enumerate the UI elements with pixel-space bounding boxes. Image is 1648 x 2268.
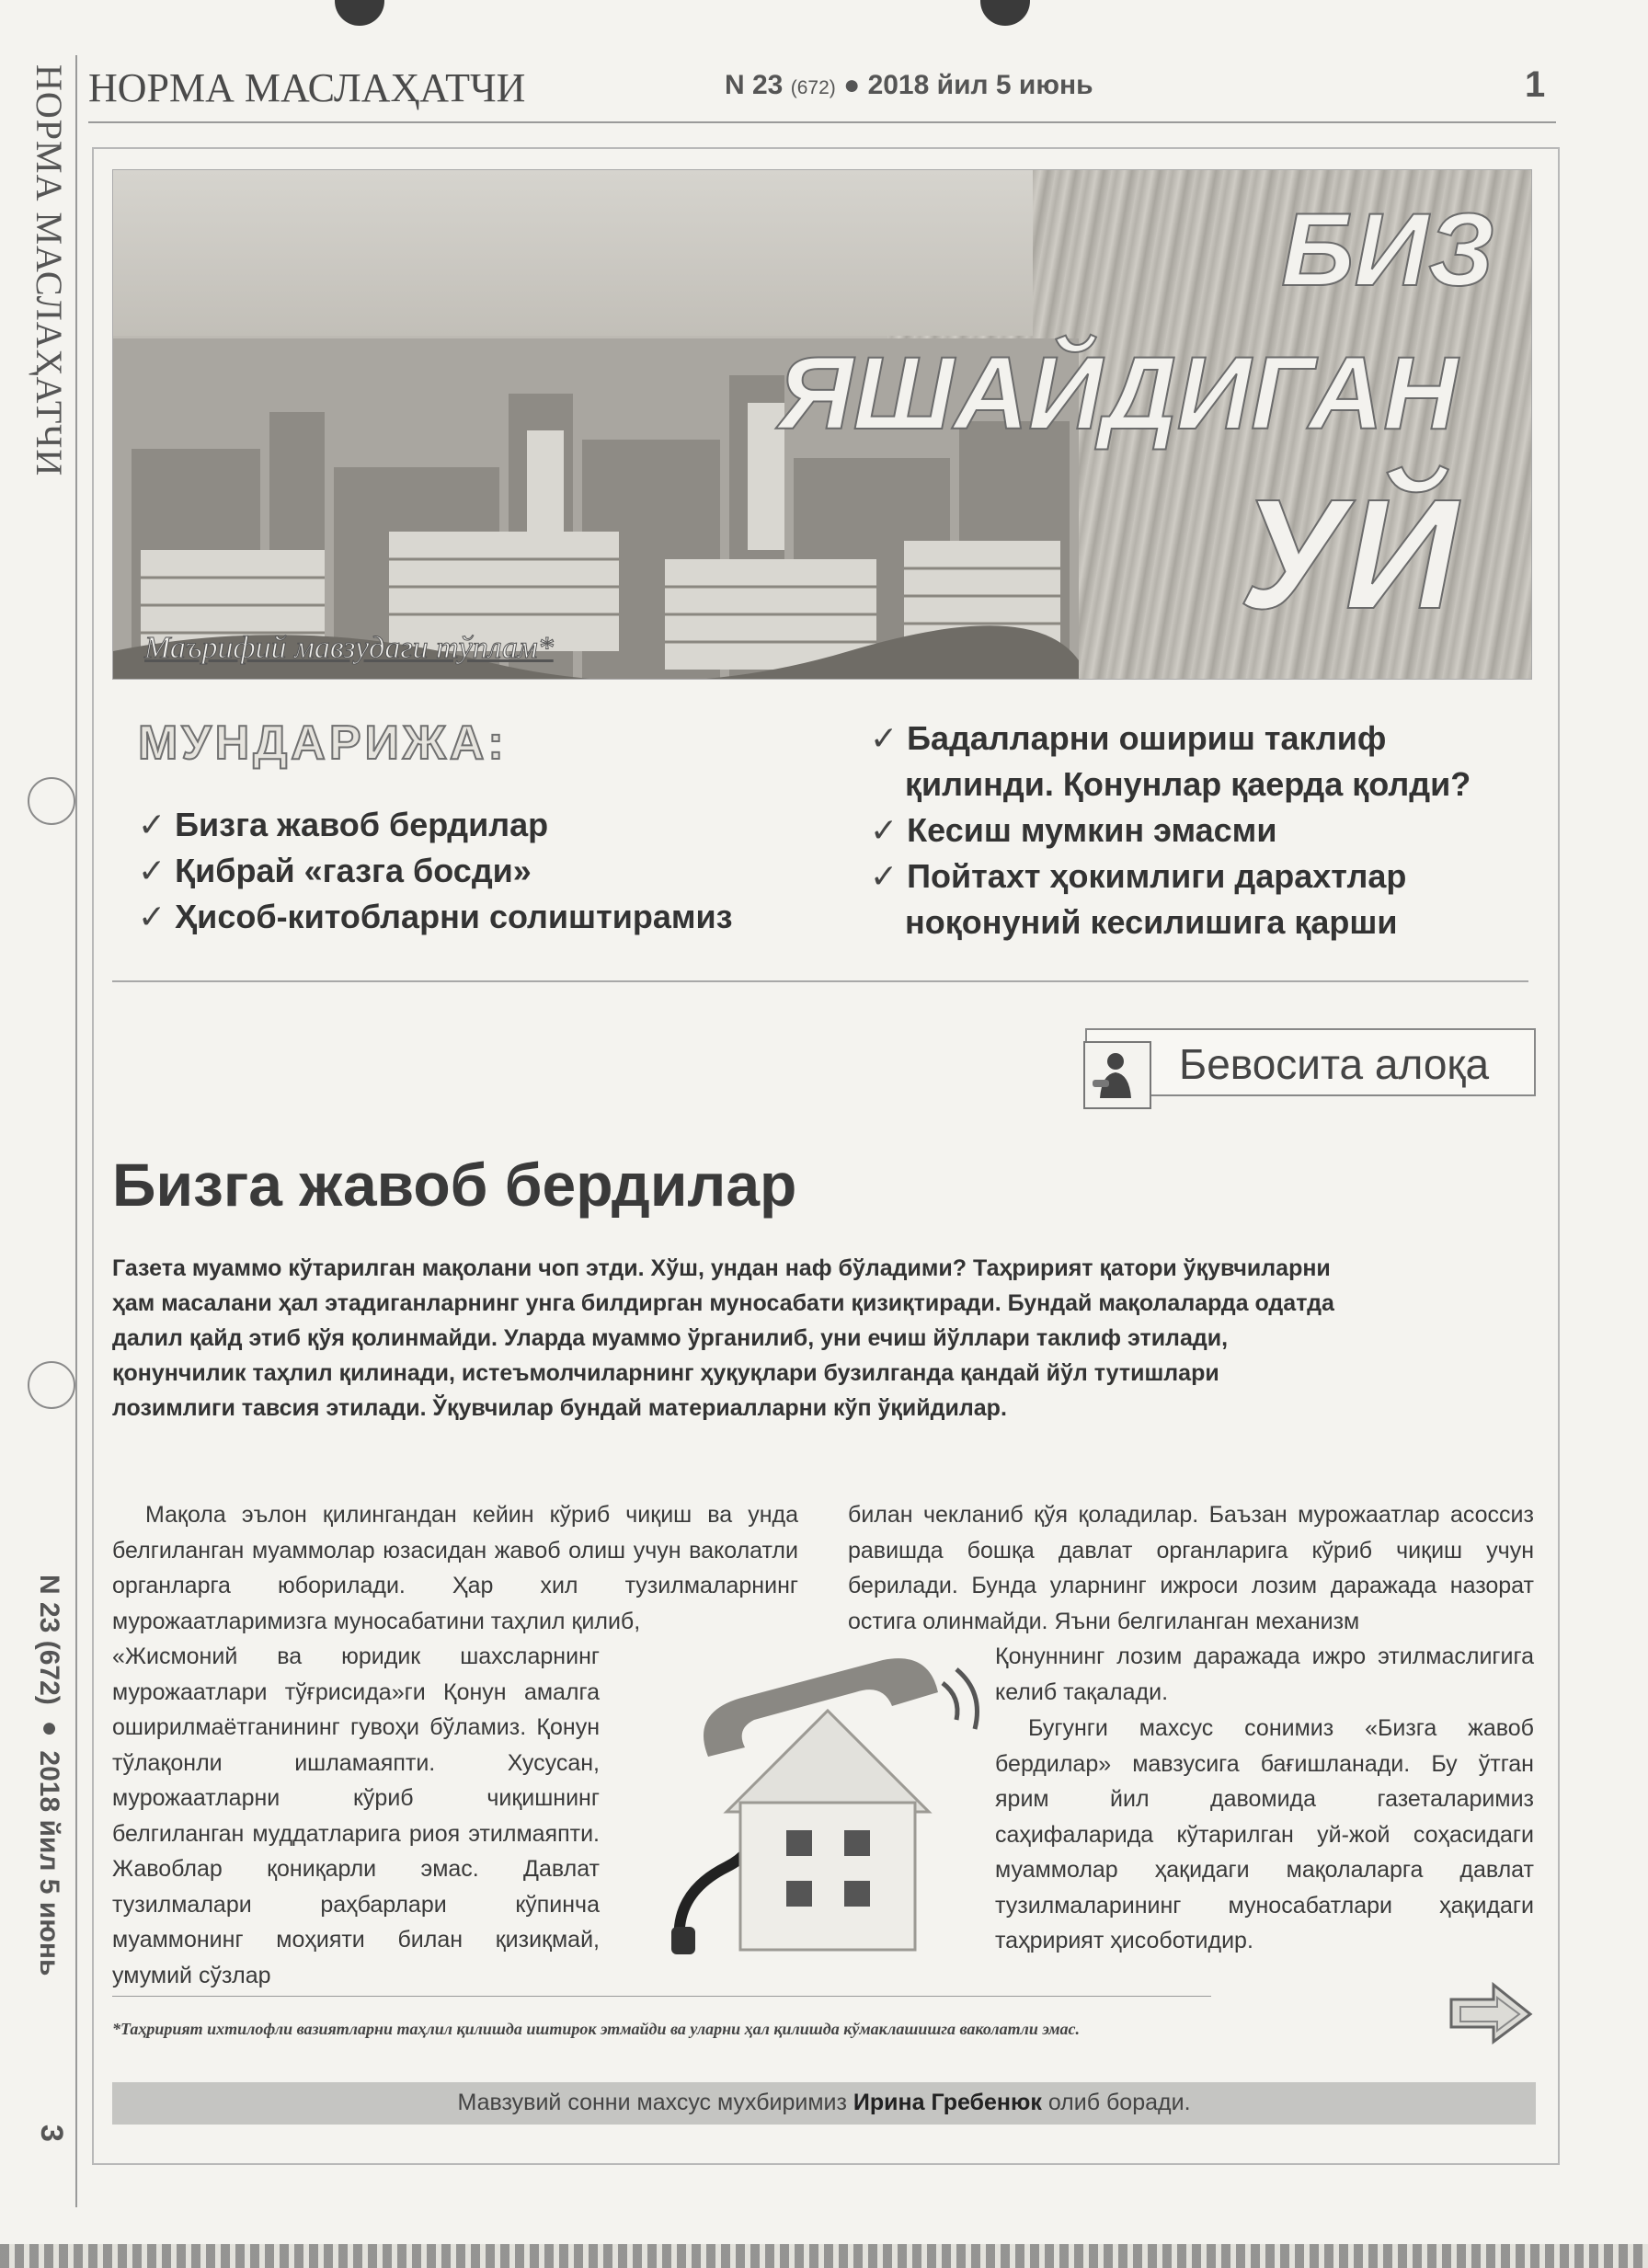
author-name: Ирина Гребенюк xyxy=(853,2090,1042,2115)
issue-date: 2018 йил 5 июнь xyxy=(867,70,1093,100)
article-col2-paragraph: Бугунги махсус сонимиз «Бизга жавоб бердилар» мавзусига бағишланади. Бу ўтган ярим йил давомида газеталаримиз саҳифаларида кўтарилган уй-жой соҳасидаги муаммолар ҳақидаги мақолаларга давлат тузилмаларининг муносабатлари ҳақидаги таҳририят ҳисоботидир. xyxy=(995,1715,1534,1953)
article-col1-top: Мақола эълон қилингандан кейин кўриб чиқиш ва унда белгиланган муаммолар юзасидан жавоб олиш учун ваколатли органларга юборилади. Ҳар хил тузилмаларнинг мурожаатларимизга муносабатини таҳлил қилиб, xyxy=(112,1502,798,1634)
punch-hole-icon xyxy=(335,0,384,26)
article-col2-wrap: Қонуннинг лозим даражада ижро этилмаслигига келиб тақалади. xyxy=(995,1644,1534,1705)
page-number: 1 xyxy=(1525,64,1546,105)
issue-prefix: N 23 xyxy=(725,70,784,100)
article-col1-wrap: «Жисмоний ва юридик шахсларнинг мурожаатлари тўғрисида»ги Қонун амалга оширилмаётганининг гувоҳи бўламиз. Қонун тўлақонли ишламаяпти. Хусусан, мурожаатларни кўриб чиқишнинг белгиланган муддатларига риоя этилмаяпти. Жавоблар қониқарли эмас. Давлат тузилмалари раҳбарлари кўпинча муаммонинг моҳияти билан қизиқмай, умумий сўзлар xyxy=(112,1644,600,1988)
newspaper-name: НОРМА МАСЛАҲАТЧИ xyxy=(88,65,526,110)
check-icon: ✓ xyxy=(138,852,166,889)
toc-right-list xyxy=(870,716,1471,945)
footnote: *Таҳририят ихтилофли вазиятларни таҳлил қилишда иштирок этмайди ва уларни ҳал қилишда кўмаклашишга ваколатли эмас. xyxy=(112,2020,1081,2038)
check-icon: ✓ xyxy=(870,811,898,849)
hero-banner xyxy=(112,169,1532,680)
hero-sky xyxy=(113,170,1033,336)
spine-title: НОРМА МАСЛАҲАТЧИ xyxy=(29,64,70,477)
toc-item[interactable]: ✓ Ҳисоб-китобларни солиштирамиз xyxy=(138,898,733,935)
person-phone-icon xyxy=(1083,1041,1151,1109)
toc-item[interactable]: ✓ Кесиш мумкин эмасми xyxy=(870,811,1277,849)
toc-item[interactable]: ✓ Бизга жавоб бердилар xyxy=(138,806,549,843)
issue-info xyxy=(725,70,1093,101)
author-banner xyxy=(112,2082,1536,2125)
article-lead: Газета муаммо кўтарилган мақолани чоп этди. Хўш, ундан наф бўладими? Таҳририят қатори ўқувчиларни ҳам масалани ҳал этадиганларнинг унга билдирган муносабати қизиқтиради. Бундай мақолаларда одатда далил қайд этиб қўя қолинмайди. Уларда муаммо ўрганилиб, уни ечиш йўллари таклиф этилади, қонунчилик таҳлил қилинади, истеъмолчиларнинг ҳуқуқлари бузилганда қандай йўл тутишлари лозимлиги тавсия этилади. Ўқувчилар бундай материалларни кўп ўқийдилар. xyxy=(112,1255,1334,1421)
arrow-right-icon[interactable] xyxy=(1448,1981,1534,2045)
footnote-divider xyxy=(112,1996,1211,1997)
check-icon: ✓ xyxy=(138,898,166,935)
toc-item[interactable]: ✓ Бадалларни ошириш таклиф xyxy=(870,719,1387,757)
check-icon: ✓ xyxy=(870,857,898,895)
header-divider xyxy=(88,121,1556,123)
hero-title-line1: БИЗ xyxy=(1281,192,1494,307)
banner-suffix: олиб боради. xyxy=(1047,2090,1191,2115)
hero-title-line2: ЯШАЙДИГАН xyxy=(778,336,1458,451)
author-banner-text xyxy=(112,2090,1536,2116)
toc-item[interactable]: ✓ Пойтахт ҳокимлиги дарахтлар xyxy=(870,857,1407,895)
toc-item[interactable]: ✓ Қибрай «газга босди» xyxy=(138,852,532,889)
spine-issue: N 23 (672) ● 2018 йил 5 июнь xyxy=(34,1575,64,1976)
check-icon: ✓ xyxy=(138,806,166,843)
spine-page-number: 3 xyxy=(34,2125,69,2142)
toc-item-continuation[interactable]: қилинди. Қонунлар қаерда қолди? xyxy=(905,765,1471,803)
article-headline: Бизга жавоб бердилар xyxy=(112,1151,797,1219)
punch-hole-icon xyxy=(980,0,1030,26)
article-col2-top: билан чекланиб қўя қоладилар. Баъзан мурожаатлар асоссиз равишда бошқа давлат органларига кўриб чиқиш учун берилади. Бунда уларнинг ижроси лозим даражада назорат остига олинмайди. Яъни белгиланган механизм xyxy=(848,1502,1534,1634)
toc-divider xyxy=(112,980,1528,982)
house-phone-icon xyxy=(616,1655,1002,1959)
toc-heading: МУНДАРИЖА: xyxy=(138,716,508,770)
toc-item-continuation[interactable]: ноқонуний кесилишига қарши xyxy=(905,903,1398,941)
hero-caption: Маърифий мавзудаги тўплам* xyxy=(144,631,554,665)
issue-number: (672) xyxy=(790,77,836,98)
toc-left-list xyxy=(138,802,733,940)
section-label: Бевосита алоқа xyxy=(1179,1040,1490,1088)
section-label-box xyxy=(1085,1028,1536,1096)
banner-prefix: Мавзувий сонни махсус мухбиримиз xyxy=(457,2090,847,2115)
issue-separator: ● xyxy=(843,70,861,100)
scan-edge xyxy=(0,2244,1648,2268)
hero-title-line3: УЙ xyxy=(1239,467,1458,642)
check-icon: ✓ xyxy=(870,719,898,757)
